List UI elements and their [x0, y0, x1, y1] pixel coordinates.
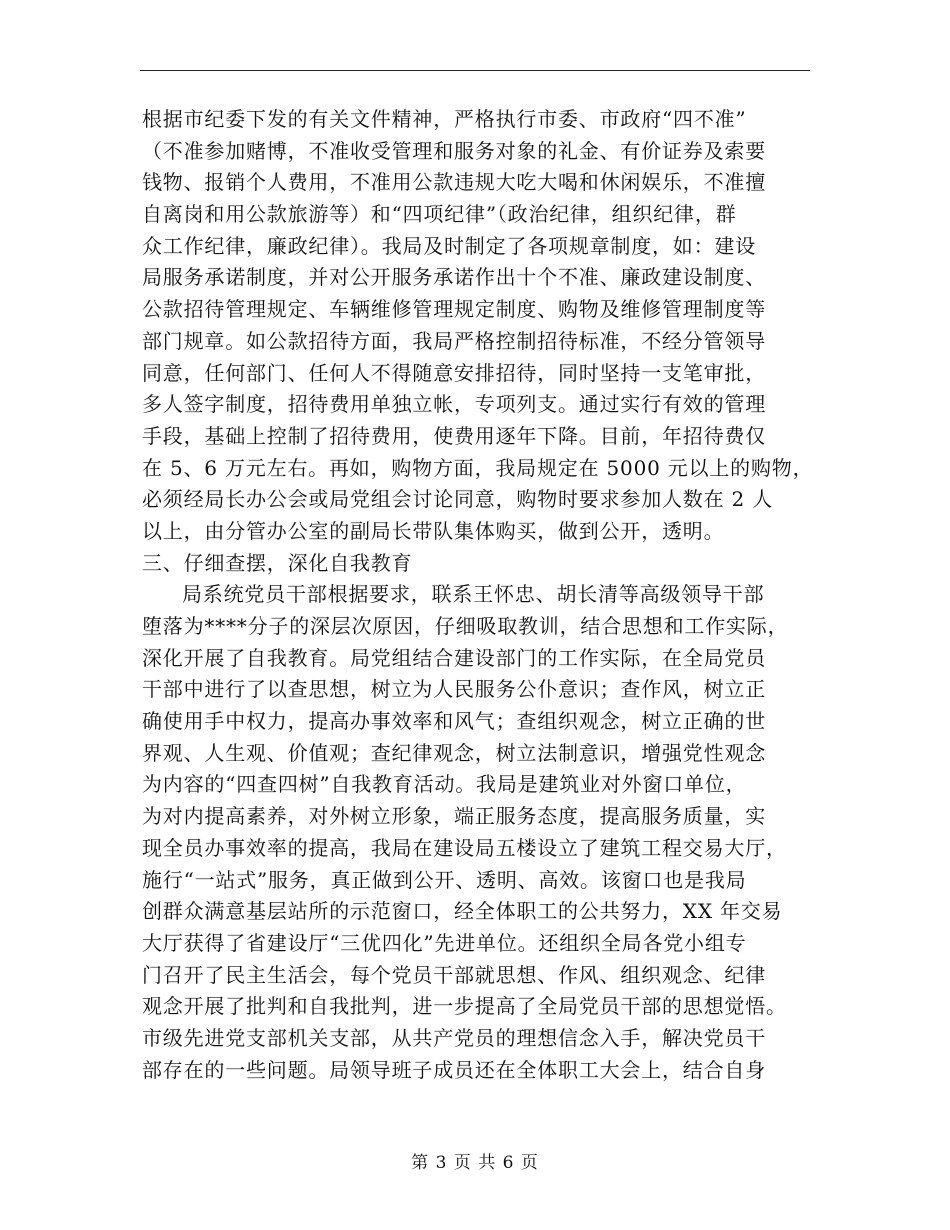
text-line: 界观、人生观、价值观；查纪律观念，树立法制意识，增强党性观念: [142, 740, 766, 765]
text-line: 根据市纪委下发的有关文件精神，严格执行市委、市政府“四不准”: [142, 107, 747, 131]
text-line: 市级先进党支部机关支部，从共产党员的理想信念入手，解决党员干: [142, 1025, 766, 1050]
text-line: 为内容的“四查四树”自我教育活动。我局是建筑业对外窗口单位，: [142, 772, 747, 797]
text-line: 局服务承诺制度，并对公开服务承诺作出十个不准、廉政建设制度、: [142, 265, 766, 290]
text-line: 手段，基础上控制了招待费用，使费用逐年下降。目前，年招待费仅: [142, 423, 766, 448]
text-line: 部门规章。如公款招待方面，我局严格控制招待标准，不经分管领导: [142, 328, 766, 353]
text-line: （不准参加赌博，不准收受管理和服务对象的礼金、有价证券及索要: [142, 138, 766, 163]
text-line: 必须经局长办公会或局党组会讨论同意，购物时要求参加人数在 2 人: [142, 487, 774, 512]
text-line: 深化开展了自我教育。局党组结合建设部门的工作实际，在全局党员: [142, 645, 766, 670]
text-line: 部存在的一些问题。局领导班子成员还在全体职工大会上，结合自身: [142, 1057, 766, 1082]
text-line: 堕落为****分子的深层次原因，仔细吸取教训，结合思想和工作实际，: [142, 614, 789, 638]
text-line: 大厅获得了省建设厅“三优四化”先进单位。还组织全局各党小组专: [142, 930, 747, 955]
text-line: 创群众满意基层站所的示范窗口，经全体职工的公共努力，XX 年交易: [142, 899, 783, 924]
document-body: [142, 104, 812, 1086]
text-line: 同意，任何部门、任何人不得随意安排招待，同时坚持一支笔审批，: [142, 360, 766, 385]
text-line: 施行“一站式”服务，真正做到公开、透明、高效。该窗口也是我局: [142, 867, 747, 892]
text-line: 观念开展了批判和自我批判，进一步提高了全局党员干部的思想觉悟。: [142, 994, 787, 1019]
text-line: 公款招待管理规定、车辆维修管理规定制度、购物及维修管理制度等: [142, 297, 766, 322]
text-line: 在 5、6 万元左右。再如，购物方面，我局规定在 5000 元以上的购物，: [142, 455, 814, 480]
text-line: 多人签字制度，招待费用单独立帐，专项列支。通过实行有效的管理: [142, 392, 766, 417]
text-line: 干部中进行了以查思想，树立为人民服务公仆意识；查作风，树立正: [142, 677, 766, 702]
page-number-footer: 第 3 页 共 6 页: [411, 1153, 539, 1173]
text-line: 自离岗和用公款旅游等）和“四项纪律”（政治纪律，组织纪律，群: [142, 202, 737, 227]
text-line: 众工作纪律，廉政纪律）。我局及时制定了各项规章制度，如：建设: [142, 233, 756, 258]
text-line: 钱物、报销个人费用，不准用公款违规大吃大喝和休闲娱乐，不准擅: [142, 170, 766, 195]
header-rule: [140, 70, 810, 71]
text-line: 现全员办事效率的提高，我局在建设局五楼设立了建筑工程交易大厅，: [142, 835, 787, 860]
section-heading: 三、仔细查摆，深化自我教育: [142, 550, 413, 575]
text-line: 以上，由分管办公室的副局长带队集体购买，做到公开，透明。: [142, 518, 725, 543]
text-line: 局系统党员干部根据要求，联系王怀忠、胡长清等高级领导干部: [182, 582, 765, 607]
text-line: 确使用手中权力，提高办事效率和风气；查组织观念，树立正确的世: [142, 709, 766, 734]
text-line: 为对内提高素养，对外树立形象，端正服务态度，提高服务质量，实: [142, 804, 766, 829]
text-line: 门召开了民主生活会，每个党员干部就思想、作风、组织观念、纪律: [142, 962, 766, 987]
